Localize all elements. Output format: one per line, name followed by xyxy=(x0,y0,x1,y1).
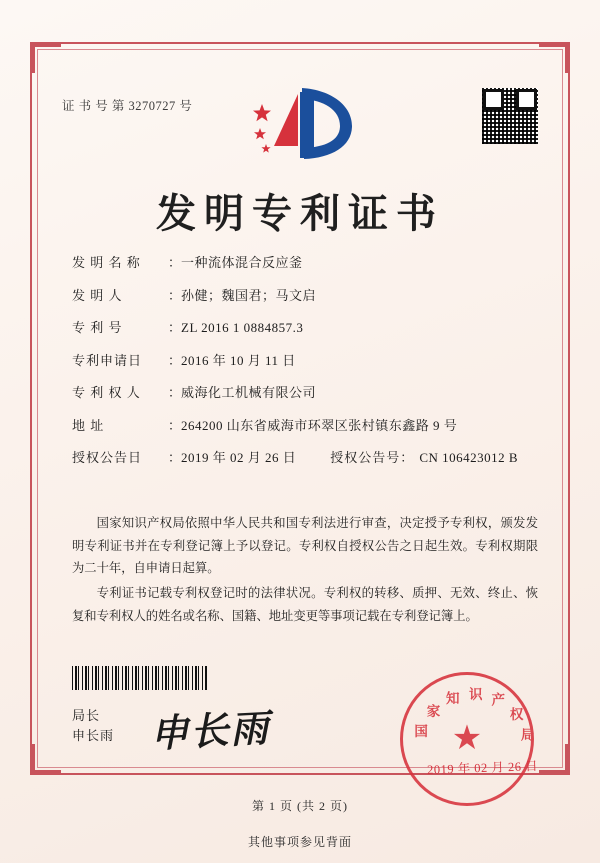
field-row xyxy=(72,252,540,271)
page-number: 第 1 页 (共 2 页) xyxy=(252,799,348,813)
field-colon: ： xyxy=(400,450,414,465)
certificate-fields xyxy=(72,252,540,480)
field-label-inventors: 发 明 人 xyxy=(72,287,123,303)
field-label-patentee: 专 利 权 人 xyxy=(72,385,141,400)
patent-emblem-icon xyxy=(240,82,360,164)
signatory-name: 申长雨 xyxy=(72,727,115,743)
certificate-number: 证 书 号 第 3270727 号 xyxy=(62,99,193,113)
field-label-invention-name: 发 明 名 称 xyxy=(72,255,141,270)
legal-text xyxy=(72,512,538,630)
field-value-patentee: 威海化工机械有限公司 xyxy=(181,385,317,400)
field-colon: ： xyxy=(168,417,182,433)
field-colon: ： xyxy=(168,352,182,368)
barcode-icon xyxy=(72,666,208,690)
signatory-title xyxy=(72,706,114,745)
seal-date: 2019 年 02 月 26 日 xyxy=(426,759,539,777)
field-row-grant xyxy=(72,447,540,466)
qr-code-icon xyxy=(482,88,538,144)
field-row xyxy=(72,382,540,401)
field-row xyxy=(72,415,540,434)
seal-text: 国 家 知 识 产 权 局 xyxy=(414,687,535,743)
field-colon: ： xyxy=(168,450,182,465)
field-row xyxy=(72,350,540,369)
official-seal xyxy=(400,672,534,806)
field-value-patent-number: ZL 2016 1 0884857.3 xyxy=(181,320,304,335)
footnote: 其他事项参见背面 xyxy=(247,835,352,849)
field-row xyxy=(72,285,540,304)
field-label-address: 地 址 xyxy=(72,417,105,433)
field-value-invention-name: 一种流体混合反应釜 xyxy=(181,255,303,270)
field-value-inventors: 孙健；魏国君；马文启 xyxy=(181,287,317,303)
field-colon: ： xyxy=(168,255,182,270)
handwritten-signature: 申长雨 xyxy=(149,704,272,757)
field-value-application-date: 2016 年 10 月 11 日 xyxy=(181,352,296,368)
field-colon: ： xyxy=(168,287,182,303)
legal-paragraph-1: 国家知识产权局依照中华人民共和国专利法进行审查，决定授予专利权，颁发发明专利证书并在专利登记簿上予以登记。专利权自授权公告之日起生效。专利权期限为二十年，自申请日起算。 xyxy=(72,516,538,576)
corner-ornament-top-left xyxy=(30,42,61,73)
seal-star-icon: ★ xyxy=(451,720,483,757)
field-label-patent-number: 专 利 号 xyxy=(72,320,123,335)
corner-ornament-bottom-left xyxy=(30,744,61,775)
field-value-grant-date: 2019 年 02 月 26 日 xyxy=(181,450,297,465)
field-colon: ： xyxy=(168,320,182,335)
field-label-application-date: 专利申请日 xyxy=(72,352,143,368)
field-value-address: 264200 山东省威海市环翠区张村镇东鑫路 9 号 xyxy=(181,417,458,433)
legal-paragraph-2: 专利证书记载专利权登记时的法律状况。专利权的转移、质押、无效、终止、恢复和专利权人的姓名或名称、国籍、地址变更等事项记载在专利登记簿上。 xyxy=(72,586,538,623)
field-row xyxy=(72,317,540,336)
field-label-grant-number: 授权公告号 xyxy=(330,450,401,465)
signatory-role: 局长 xyxy=(72,708,101,723)
corner-ornament-bottom-right xyxy=(539,744,570,775)
field-value-grant-number: CN 106423012 B xyxy=(419,450,519,465)
page-title: 发明专利证书 xyxy=(156,190,444,237)
field-label-grant-date: 授权公告日 xyxy=(72,450,143,465)
field-colon: ： xyxy=(168,385,182,400)
corner-ornament-top-right xyxy=(539,42,570,73)
